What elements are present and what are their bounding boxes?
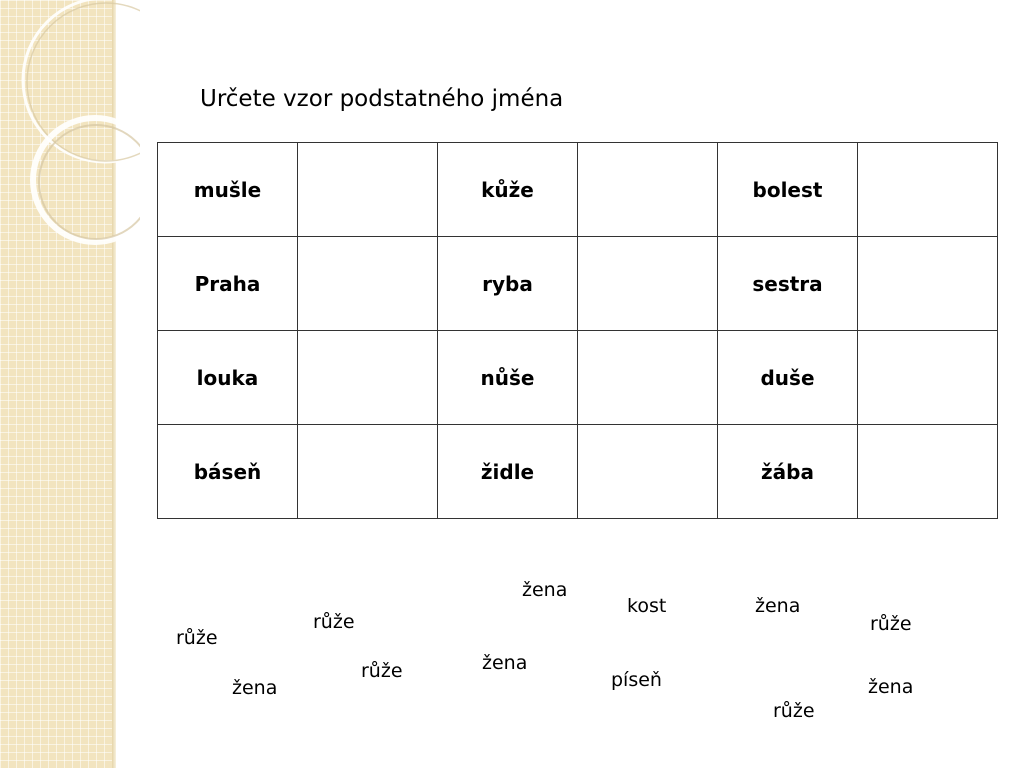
answer-cell[interactable] (578, 143, 718, 237)
word-card[interactable]: růže (870, 613, 912, 635)
answer-cell[interactable] (298, 425, 438, 519)
page-title: Určete vzor podstatného jména (200, 86, 564, 112)
word-card[interactable]: žena (232, 677, 278, 699)
table-cell: židle (438, 425, 578, 519)
answer-cell[interactable] (858, 237, 998, 331)
table-cell: báseň (158, 425, 298, 519)
answer-cell[interactable] (298, 331, 438, 425)
table-row (158, 143, 998, 237)
answer-cell[interactable] (858, 331, 998, 425)
answer-cell[interactable] (298, 237, 438, 331)
word-card[interactable]: růže (176, 627, 218, 649)
table-cell: mušle (158, 143, 298, 237)
table-cell: ryba (438, 237, 578, 331)
table-row (158, 237, 998, 331)
table-cell: bolest (718, 143, 858, 237)
word-card[interactable]: žena (868, 676, 914, 698)
word-card[interactable]: žena (755, 595, 801, 617)
table-cell: sestra (718, 237, 858, 331)
noun-pattern-table (157, 142, 998, 519)
answer-cell[interactable] (858, 143, 998, 237)
word-card[interactable]: žena (522, 579, 568, 601)
word-card[interactable]: růže (361, 660, 403, 682)
table-cell: žába (718, 425, 858, 519)
answer-cell[interactable] (578, 425, 718, 519)
table-cell: kůže (438, 143, 578, 237)
table-cell: duše (718, 331, 858, 425)
answer-cell[interactable] (578, 331, 718, 425)
word-card[interactable]: růže (313, 611, 355, 633)
answer-cell[interactable] (578, 237, 718, 331)
word-card[interactable]: píseň (611, 669, 662, 691)
word-card[interactable]: růže (773, 700, 815, 722)
word-card[interactable]: kost (627, 595, 667, 617)
word-card[interactable]: žena (482, 652, 528, 674)
table-row (158, 331, 998, 425)
answer-cell[interactable] (298, 143, 438, 237)
decorative-rings (0, 0, 140, 260)
table-cell: nůše (438, 331, 578, 425)
table-row (158, 425, 998, 519)
answer-cell[interactable] (858, 425, 998, 519)
table-cell: Praha (158, 237, 298, 331)
table-cell: louka (158, 331, 298, 425)
